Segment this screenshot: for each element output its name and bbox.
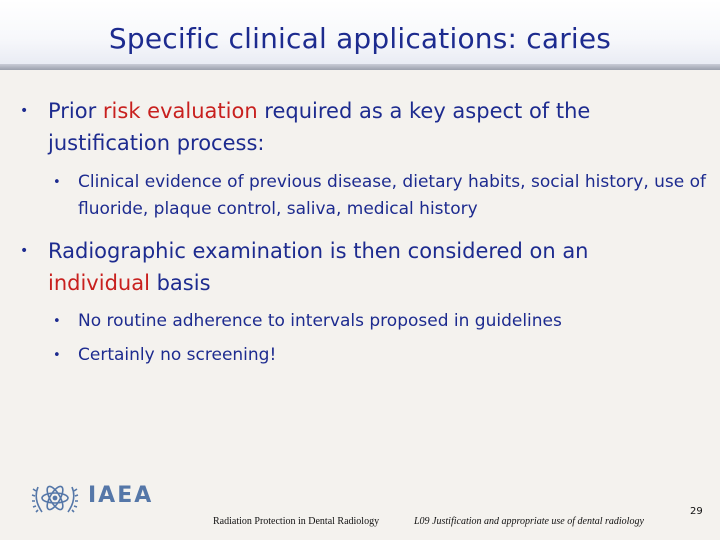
footer-course-title: Radiation Protection in Dental Radiology: [213, 516, 380, 527]
bullet-2: [20, 235, 688, 299]
iaea-logo: [30, 477, 160, 521]
sub-bullet-marker: •: [53, 175, 61, 190]
sub-bullet-marker: •: [53, 348, 61, 363]
slide-content: [0, 95, 720, 369]
bullet-2-text-b: basis: [149, 271, 211, 295]
slide-title: Specific clinical applications: caries: [108, 22, 612, 55]
bullet-2-highlight: individual: [48, 271, 150, 295]
bullet-2-sub-1: [53, 308, 708, 335]
bullet-marker: •: [20, 103, 29, 119]
title-bar: [0, 0, 720, 70]
bullet-1-highlight: risk evaluation: [102, 99, 258, 123]
page-number: 29: [690, 506, 703, 517]
bullet-2-sub-2: [53, 342, 708, 369]
bullet-2-sub-1-text: No routine adherence to intervals proposed in guidelines: [78, 311, 562, 331]
footer-lecture-title: L09 Justification and appropriate use of dental radiology: [414, 516, 644, 527]
bullet-2-sub-2-text: Certainly no screening!: [78, 345, 277, 365]
iaea-atom-icon: [30, 477, 80, 521]
bullet-2-text-a: Radiographic examination is then considered on an: [48, 239, 589, 263]
sub-bullet-marker: •: [53, 314, 61, 329]
bullet-marker: •: [20, 243, 29, 259]
bullet-1-sub-1: [53, 169, 708, 223]
bullet-1-text-a: Prior: [48, 99, 103, 123]
logo-text: IAEA: [88, 483, 154, 508]
bullet-1-text-b: required as a key aspect of the justification process:: [48, 99, 591, 155]
bullet-1: [20, 95, 688, 159]
bullet-1-sub-1-text: Clinical evidence of previous disease, dietary habits, social history, use of fluoride, plaque control, saliva, medical history: [78, 172, 707, 219]
